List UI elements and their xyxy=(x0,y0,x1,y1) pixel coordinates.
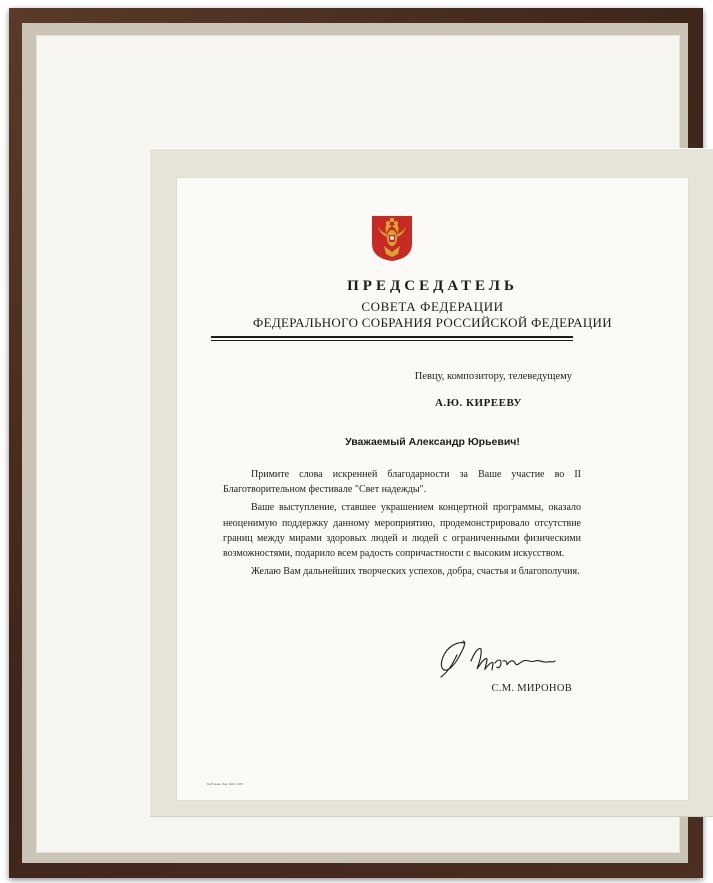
paragraph: Ваше выступление, ставшее украшением концертной программы, оказало неоценимую поддержку данному мероприятию, продемонстрировало отсутствие границ между мирами здоровых людей и людей с ограниченными физическими возможностями, подарило всем радость сопричастности с высоким искусством. xyxy=(223,502,581,560)
paragraph: Примите слова искренней благодарности за Ваше участие во II Благотворительном фестивале "Свет надежды". xyxy=(223,469,581,496)
passe-partout-mat xyxy=(36,35,680,853)
letter-subtitle-line2: ФЕДЕРАЛЬНОГО СОБРАНИЯ РОССИЙСКОЙ ФЕДЕРАЦИИ xyxy=(253,315,612,330)
addressee-name: А.Ю. КИРЕЕВУ xyxy=(434,397,522,409)
header-rule-thin xyxy=(211,340,573,341)
addressee-description: Певцу, композитору, телеведущему xyxy=(414,371,572,382)
handwritten-signature xyxy=(435,633,570,683)
letter-subtitle-line1: СОВЕТА ФЕДЕРАЦИИ xyxy=(361,299,504,314)
picture-frame xyxy=(9,8,703,878)
russian-coat-of-arms-icon xyxy=(370,214,414,262)
signer-name: С.М. МИРОНОВ xyxy=(491,683,572,694)
header-rule-thick xyxy=(211,336,573,338)
letter-paper xyxy=(177,178,688,800)
salutation: Уважаемый Александр Юрьевич! xyxy=(345,436,520,448)
paragraph: Желаю Вам дальнейших творческих успехов, добра, счастья и благополучия. xyxy=(251,566,580,578)
print-mark: Бл/Гознак. Зак. 0111. 1997 xyxy=(207,782,244,786)
letter-body xyxy=(223,467,581,582)
letter-title: ПРЕДСЕДАТЕЛЬ xyxy=(347,278,518,294)
